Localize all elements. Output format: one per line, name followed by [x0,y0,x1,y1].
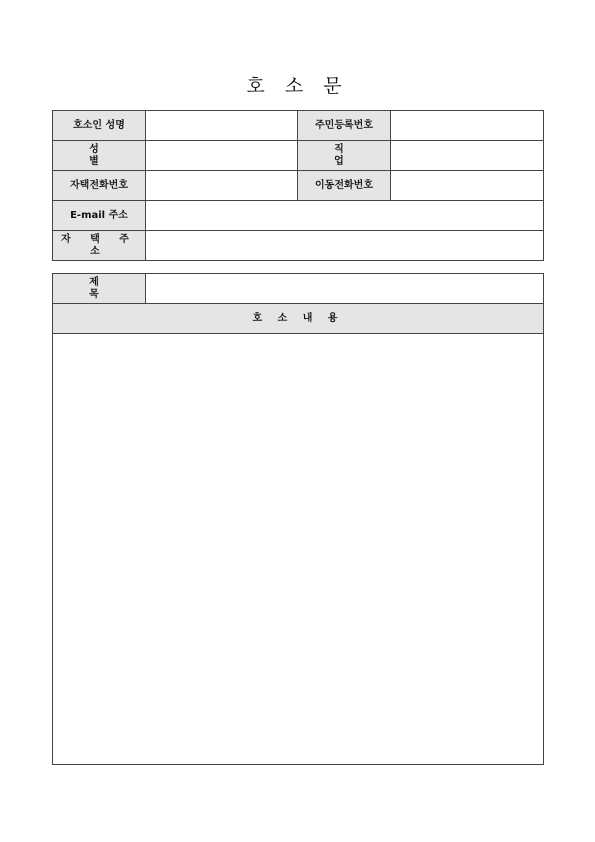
address-field[interactable] [146,231,544,261]
name-field[interactable] [146,111,298,141]
applicant-row-name [53,111,544,141]
resident-id-label: 주민등록번호 [298,111,391,141]
subject-field[interactable] [146,274,544,304]
gender-label: 성 별 [53,141,146,171]
applicant-info-table [52,110,544,261]
home-phone-label: 자택전화번호 [53,171,146,201]
gender-field[interactable] [146,141,298,171]
home-phone-field[interactable] [146,171,298,201]
subject-row [53,274,544,304]
applicant-row-phone [53,171,544,201]
applicant-row-gender [53,141,544,171]
content-body-field[interactable] [53,334,544,765]
job-field[interactable] [391,141,544,171]
complaint-content-table [52,273,544,765]
mobile-phone-field[interactable] [391,171,544,201]
email-label: E-mail 주소 [53,201,146,231]
name-label: 호소인 성명 [53,111,146,141]
job-label: 직 업 [298,141,391,171]
content-body-row [53,334,544,765]
resident-id-field[interactable] [391,111,544,141]
applicant-row-email [53,201,544,231]
document-title: 호 소 문 [246,75,349,97]
address-label: 자 택 주 소 [53,231,146,261]
email-field[interactable] [146,201,544,231]
subject-label: 제 목 [53,274,146,304]
content-header: 호 소 내 용 [53,304,544,334]
mobile-phone-label: 이동전화번호 [298,171,391,201]
content-header-row [53,304,544,334]
applicant-row-address [53,231,544,261]
